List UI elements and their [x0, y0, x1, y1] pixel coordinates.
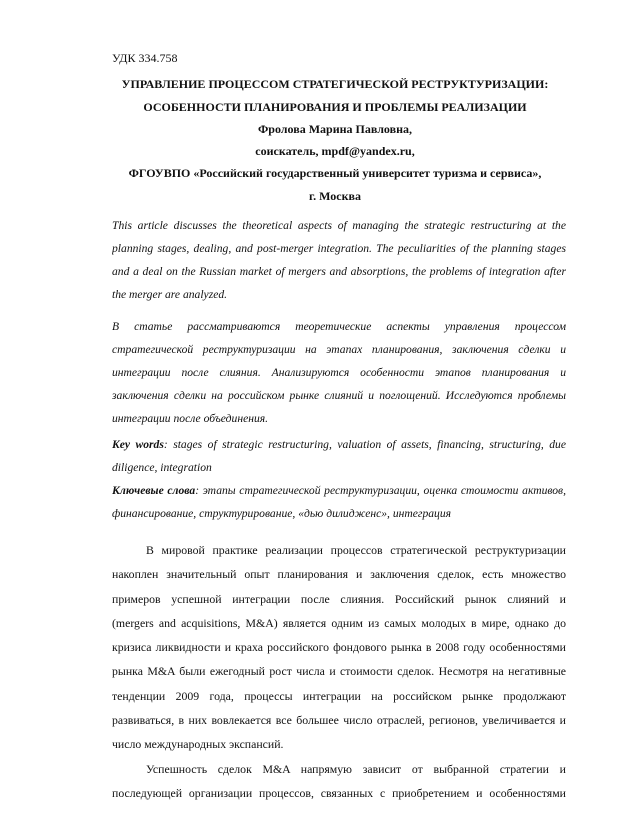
body-line: тенденции 2009 года, процессы интеграции на российском рынке продолжают	[112, 688, 566, 703]
body-line: (mergers and acquisitions, M&A) является одним из самых молодых в мире, однако до	[112, 615, 566, 630]
udc-code: УДК 334.758	[112, 51, 178, 65]
keywords-ru-text: : этапы стратегической реструктуризации, оценка стоимости активов,	[195, 484, 566, 497]
abstract-en-line: and a deal on the Russian market of mergers and absorptions, the problems of integration after	[112, 265, 566, 278]
keywords-en-line-2: diligence, integration	[112, 461, 212, 474]
keywords-en-text: : stages of strategic restructuring, valuation of assets, financing, structuring, due	[163, 438, 566, 451]
abstract-ru-line: стратегической реструктуризации на этапах планирования, заключения сделки и	[112, 343, 566, 356]
abstract-en-line: This article discusses the theoretical aspects of managing the strategic restructuring at the	[112, 219, 566, 232]
abstract-ru-line: В статье рассматриваются теоретические аспекты управления процессом	[112, 320, 566, 333]
author-city: г. Москва	[309, 189, 361, 203]
abstract-english	[112, 214, 566, 306]
abstract-en-line: planning stages, dealing, and post-merger integration. The peculiarities of the planning stages	[112, 242, 566, 255]
body-line: кризиса ликвидности и краха российского фондового рынка в 2008 году особенностями	[112, 640, 566, 655]
body-line: накоплен значительный опыт планирования и заключения сделок, есть множество	[112, 567, 566, 582]
article-title-line-2: ОСОБЕННОСТИ ПЛАНИРОВАНИЯ И ПРОБЛЕМЫ РЕАЛИЗАЦИИ	[143, 100, 527, 114]
keywords-ru-line-2: финансирование, структурирование, «дью дилидженс», интеграция	[112, 507, 452, 520]
author-role-email: соискатель, mpdf@yandex.ru,	[255, 144, 415, 158]
body-line: Успешность сделок M&A напрямую зависит от выбранной стратегии и	[146, 761, 566, 776]
body-line: последующей организации процессов, связанных с приобретением и особенностями	[112, 785, 566, 800]
abstract-ru-line: интеграции после объединения.	[112, 412, 269, 425]
body-line: В мировой практике реализации процессов стратегической реструктуризации	[146, 543, 566, 557]
author-name: Фролова Марина Павловна,	[257, 122, 413, 136]
keywords-en-label: Key words	[112, 438, 164, 451]
abstract-ru-line: интеграции после слияния. Анализируются особенности этапов планирования и	[112, 366, 566, 379]
article-title-line-1: УПРАВЛЕНИЕ ПРОЦЕССОМ СТРАТЕГИЧЕСКОЙ РЕСТРУКТУРИЗАЦИИ:	[121, 77, 549, 91]
author-affiliation: ФГОУВПО «Российский государственный университет туризма и сервиса»,	[128, 166, 542, 180]
abstract-en-line: the merger are analyzed.	[112, 288, 228, 301]
body-line: рынка M&A были ежегодный рост числа и стоимости сделок. Несмотря на негативные	[112, 664, 566, 679]
body-text	[112, 538, 566, 805]
abstract-ru-line: заключения сделки на российском рынке слияний и поглощений. Исследуются проблемы	[112, 389, 566, 402]
body-line: число международных экспансий.	[112, 737, 284, 752]
keywords-ru-label: Ключевые слова	[112, 484, 196, 497]
body-line: примеров успешной интеграции после слияния. Российский рынок слияний и	[112, 591, 566, 606]
keywords-ru-line	[112, 479, 566, 502]
keywords-en-line	[112, 433, 566, 456]
abstract-russian	[112, 315, 566, 430]
body-line: развиваться, в них вовлекается все большее число отраслей, регионов, увеличивается и	[112, 713, 566, 728]
keywords-section	[112, 433, 566, 525]
